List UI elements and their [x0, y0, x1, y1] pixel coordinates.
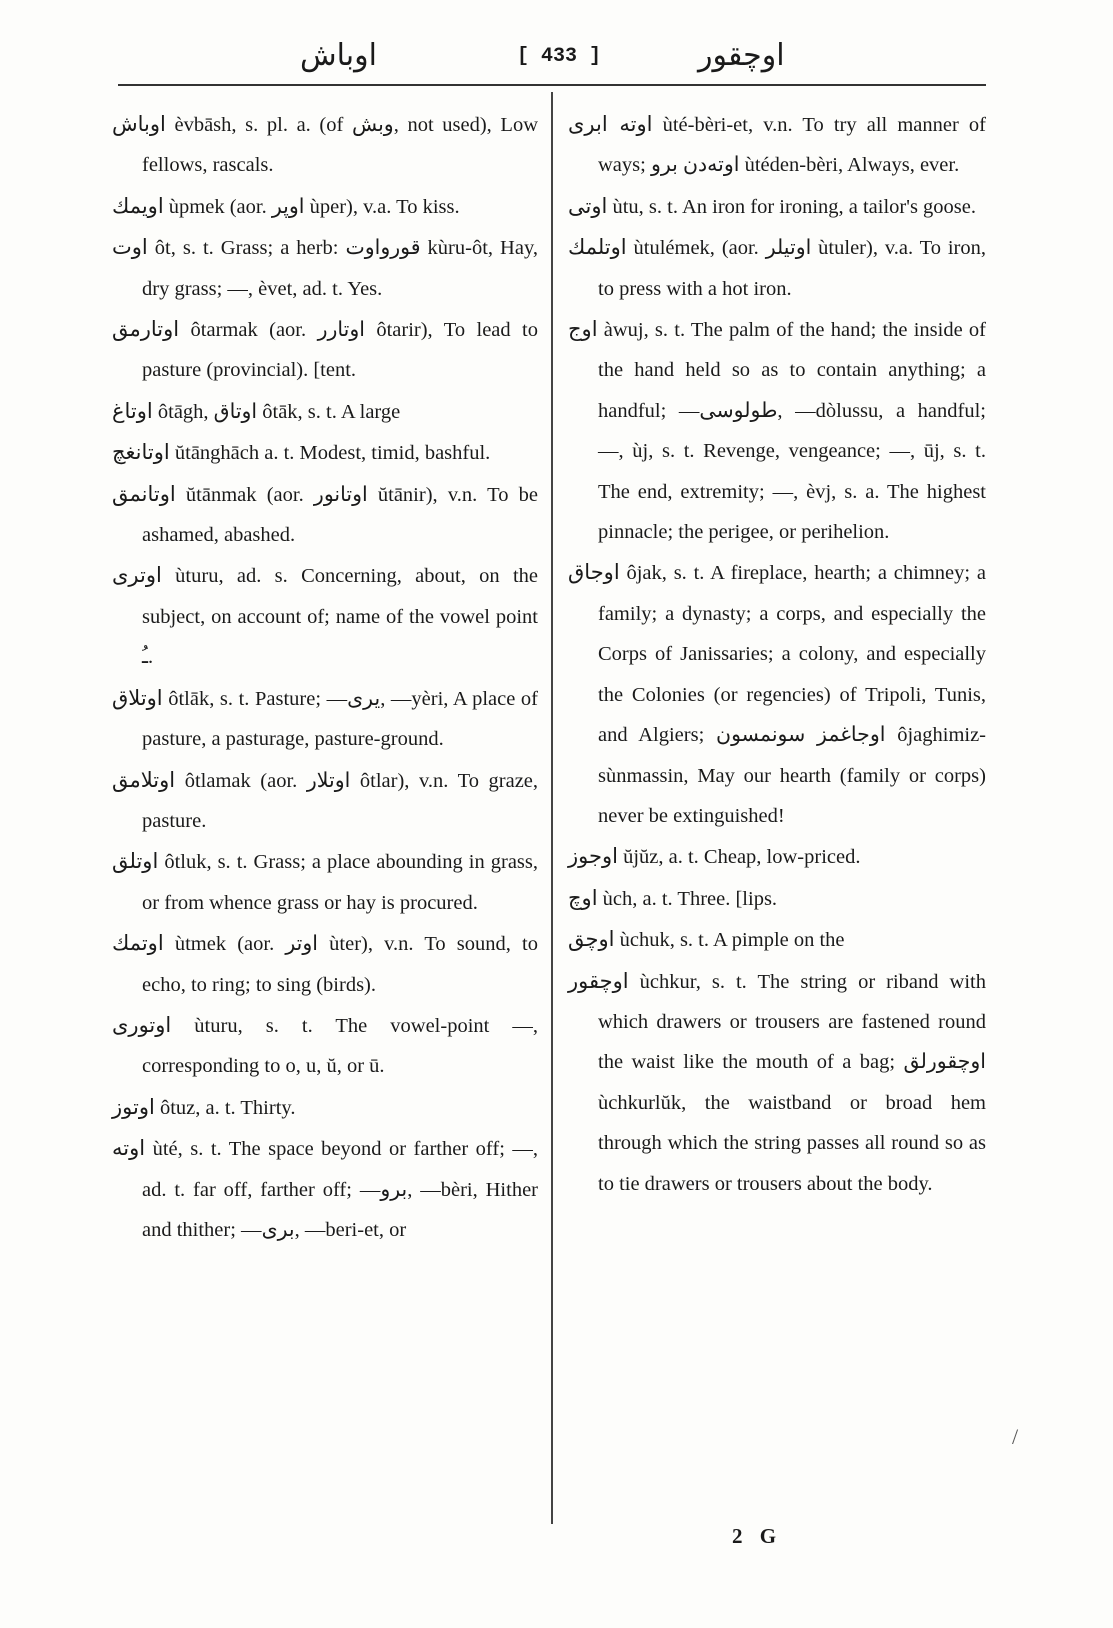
dictionary-entry [112, 186, 538, 227]
headword-arabic: اوجوز [568, 844, 618, 869]
dictionary-entry [112, 841, 538, 923]
dictionary-entry [568, 552, 986, 836]
entry-definition: ôtarmak (aor. اوتارر ôtarir), To lead to pasture (provincial). [tent. [142, 319, 539, 382]
dictionary-entry [568, 227, 986, 309]
entry-definition: ùchuk, s. t. A pimple on the [619, 929, 845, 952]
entry-definition: àwuj, s. t. The palm of the hand; the inside of the hand held so as to contain anything; a handful; —طولوسى, —dòlussu, a handful; —, ùj, s. t. Revenge, vengeance; —, ūj, s. t. The end, extremity; —, èvj, s. a. The highest pinnacle; the perigee, or perihelion. [598, 319, 986, 544]
entry-definition: èvbāsh, s. pl. a. (of وبش, not used), Low fellows, rascals. [142, 114, 538, 177]
entry-definition: ùtmek (aor. اوتر ùter), v.n. To sound, to echo, to ring; to sing (birds). [142, 933, 539, 996]
column-divider [551, 92, 553, 1524]
signature-mark: 2 G [732, 1524, 783, 1548]
dictionary-entry [112, 1005, 538, 1087]
page-header [0, 0, 1113, 92]
dictionary-entry [112, 1087, 538, 1128]
right-column [568, 104, 986, 1204]
dictionary-entry [112, 678, 538, 760]
dictionary-entry [112, 1128, 538, 1250]
dictionary-entry [568, 961, 986, 1204]
headword-arabic: اوتانغچ [112, 440, 170, 465]
entry-definition: ôjak, s. t. A fireplace, hearth; a chimney; a family; a dynasty; a corps, and especially the Corps of Janissaries; a colony, and especially the Colonies (or regencies) of Tripoli, Tunis, and Algiers; اوجاغمز سونمسون ôjaghimiz-sùnmassin, May our hearth (family or corps) never be extinguished! [598, 562, 987, 827]
headword-arabic: اوچ [568, 885, 598, 910]
headword-arabic: اوتاغ [112, 398, 153, 423]
entry-definition: ùchkur, s. t. The string or riband with which drawers or trousers are fastened round the waist like the mouth of a bag; اوچقورلق ùchkurlŭk, the waistband or broad hem through which the string passes all round so as to tie drawers or trousers about the body. [598, 970, 987, 1195]
dictionary-entry [112, 309, 538, 391]
dictionary-entry [568, 836, 986, 877]
dictionary-entry [112, 104, 538, 186]
running-head-left: اوباش [300, 38, 377, 73]
entry-definition: ôt, s. t. Grass; a herb: قورواوت kùru-ôt, Hay, dry grass; —, èvet, ad. t. Yes. [142, 237, 538, 300]
headword-arabic: اوتلامق [112, 767, 176, 792]
entry-definition: ôtuz, a. t. Thirty. [159, 1096, 296, 1119]
headword-arabic: اوتمك [112, 931, 164, 956]
entry-definition: ŭtānghāch a. t. Modest, timid, bashful. [174, 442, 491, 465]
headword-arabic: اوجاق [568, 560, 620, 585]
headword-arabic: اوتوز [112, 1094, 155, 1119]
headword-arabic: اوچق [568, 927, 615, 952]
headword-arabic: اوتانمق [112, 481, 176, 506]
dictionary-entry [112, 555, 538, 677]
entry-definition: ùté, s. t. The space beyond or farther off; —, ad. t. far off, farther off; —برو, —bèri, Hither and thither; —برى, —beri-et, or [142, 1138, 539, 1241]
entry-definition: ùturu, ad. s. Concerning, about, on the subject, on account of; name of the vowel point ـُ. [142, 565, 538, 669]
dictionary-entry [112, 227, 538, 309]
headword-arabic: اوته [112, 1136, 146, 1161]
dictionary-entry [112, 474, 538, 556]
dictionary-entry [112, 391, 538, 432]
headword-arabic: اوتورى [112, 1012, 172, 1037]
running-head-right: اوچقور [698, 38, 785, 73]
dictionary-entry [568, 919, 986, 960]
dictionary-entry [568, 104, 986, 186]
headword-arabic: اويمك [112, 193, 164, 218]
entry-definition: ùtu, s. t. An iron for ironing, a tailor's goose. [612, 195, 976, 218]
entry-definition: ôtāgh, اوتاق ôtāk, s. t. A large [157, 400, 401, 423]
entry-definition: ùtulémek, (aor. اوتيلر ùtuler), v.a. To iron, to press with a hot iron. [598, 237, 987, 300]
dictionary-entry [112, 923, 538, 1005]
header-rule [118, 84, 986, 86]
headword-arabic: اوباش [112, 112, 166, 136]
dictionary-entry [568, 309, 986, 552]
left-column [112, 104, 538, 1250]
entry-definition: ôtluk, s. t. Grass; a place abounding in grass, or from whence grass or hay is procured. [142, 851, 538, 914]
headword-arabic: اوتلق [112, 849, 159, 874]
headword-arabic: اوترى [112, 563, 162, 588]
headword-arabic: اوتلمك [568, 235, 627, 260]
dictionary-entry [568, 186, 986, 227]
entry-definition: ùpmek (aor. اوپر ùper), v.a. To kiss. [168, 195, 460, 218]
entry-definition: ùch, a. t. Three. [lips. [602, 887, 778, 910]
headword-arabic: اوج [568, 317, 598, 342]
page-number: [ 433 ] [517, 45, 602, 68]
dictionary-entry [568, 878, 986, 919]
entry-definition: ŭtānmak (aor. اوتانور ŭtānir), v.n. To be ashamed, abashed. [142, 483, 538, 547]
entry-definition: ôtlāk, s. t. Pasture; —يرى, —yèri, A place of pasture, a pasturage, pasture-ground. [142, 687, 538, 751]
dictionary-entry [112, 760, 538, 842]
headword-arabic: اوتلاق [112, 685, 163, 710]
margin-mark: / [1012, 1424, 1019, 1449]
entry-definition: ùturu, s. t. The vowel-point —, corresponding to o, u, ŭ, or ū. [142, 1014, 539, 1078]
entry-definition: ôtlamak (aor. اوتلار ôtlar), v.n. To graze, pasture. [142, 769, 539, 832]
headword-arabic: اوته ابرى [568, 112, 653, 136]
headword-arabic: اوت [112, 235, 148, 260]
headword-arabic: اوچقور [568, 968, 629, 993]
entry-definition: ùté-bèri-et, v.n. To try all manner of ways; اوتەدن برو ùtéden-bèri, Always, ever. [598, 114, 987, 177]
headword-arabic: اوتى [568, 193, 608, 218]
entry-definition: ŭjŭz, a. t. Cheap, low-priced. [623, 846, 861, 869]
headword-arabic: اوتارمق [112, 317, 180, 342]
dictionary-entry [112, 432, 538, 473]
